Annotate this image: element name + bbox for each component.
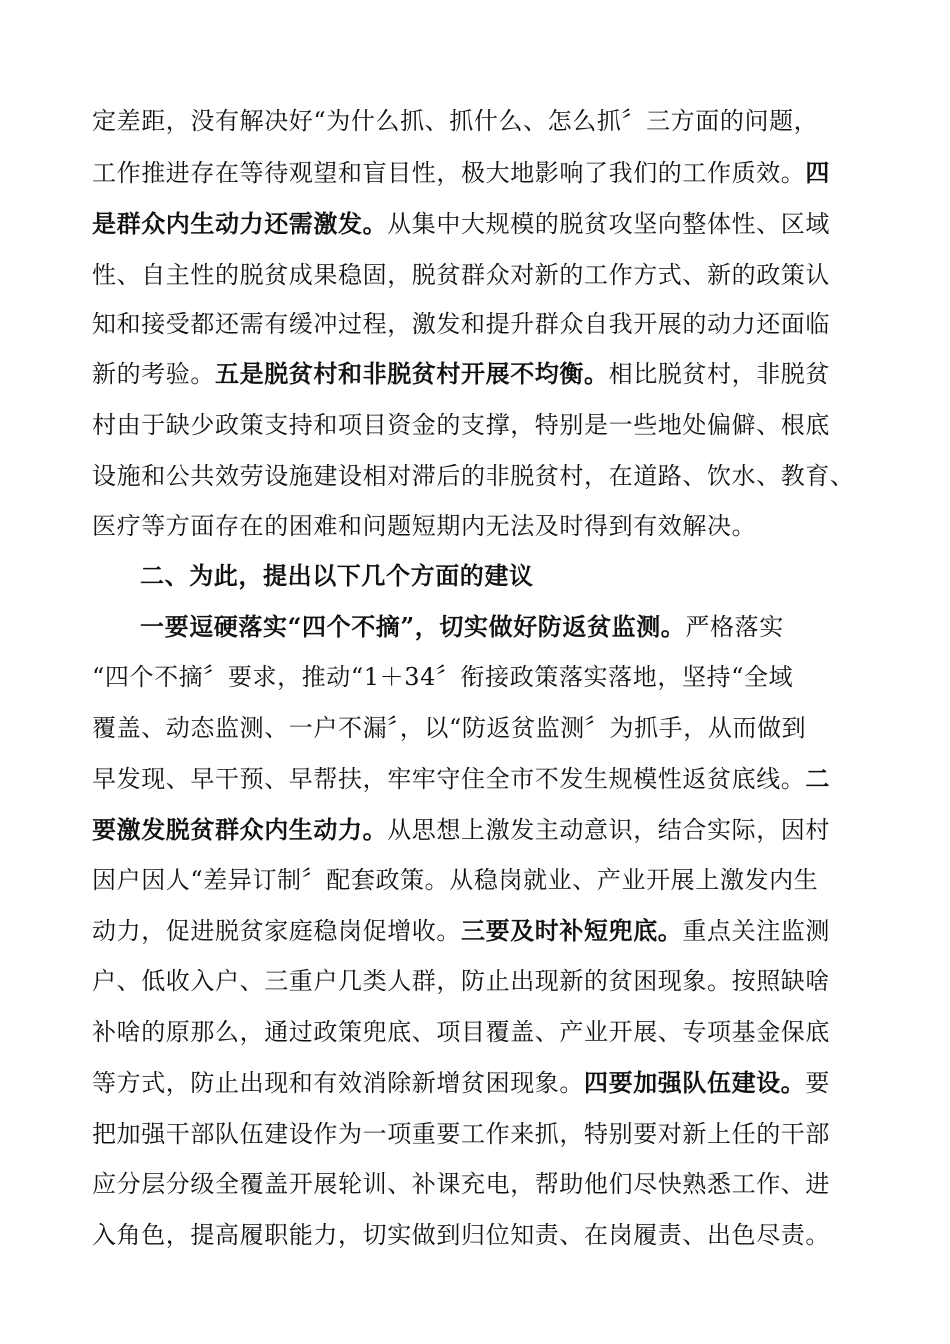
text-run: 把加强干部队伍建设作为一项重要工作来抓，特别要对新上任的干部 xyxy=(92,1120,830,1148)
text-line xyxy=(92,1114,892,1154)
text-line xyxy=(92,304,892,344)
text-line xyxy=(92,961,892,1001)
text-run: 新的考验。 xyxy=(92,360,215,388)
text-line xyxy=(92,1164,892,1204)
heading-text: 二、为此，提出以下几个方面的建议 xyxy=(140,561,534,590)
text-run: 重点关注监测 xyxy=(682,917,831,945)
text-run: 村由于缺少政策支持和项目资金的支撑，特别是一些地处偏僻、根底 xyxy=(92,411,830,439)
text-run: 动力，促进脱贫家庭稳岗促增收。 xyxy=(92,917,461,945)
bold-text-run: 是群众内生动力还需激发。 xyxy=(92,209,388,238)
text-line xyxy=(140,607,940,647)
text-run: 定差距，没有解决好“为什么抓、抓什么、怎么抓〞三方面的问题， xyxy=(92,107,819,135)
text-run: 户、低收入户、三重户几类人群，防止出现新的贫困现象。按照缺啥 xyxy=(92,967,830,995)
text-run: 应分层分级全覆盖开展轮训、补课充电，帮助他们尽快熟悉工作、进 xyxy=(92,1170,830,1198)
text-run: 覆盖、动态监测、一户不漏〞，以“防返贫监测〞为抓手，从而做到 xyxy=(92,714,807,742)
text-run: 等方式，防止出现和有效消除新增贫困现象。 xyxy=(92,1069,584,1097)
text-line xyxy=(92,657,892,697)
text-run: 补啥的原那么，通过政策兜底、项目覆盖、产业开展、专项基金保底 xyxy=(92,1018,830,1046)
text-run: 要 xyxy=(805,1069,831,1097)
text-line xyxy=(92,911,892,951)
text-run: 知和接受都还需有缓冲过程，激发和提升群众自我开展的动力还面临 xyxy=(92,310,830,338)
text-line xyxy=(92,1215,892,1255)
bold-text-run: 二 xyxy=(805,764,831,793)
text-line xyxy=(92,204,892,244)
text-run: 性、自主性的脱贫成果稳固，脱贫群众对新的工作方式、新的政策认 xyxy=(92,261,830,289)
text-run: 相比脱贫村，非脱贫 xyxy=(608,360,831,388)
text-line xyxy=(92,1063,892,1103)
text-line xyxy=(92,255,892,295)
text-run: “四个不摘〞要求，推动“1＋34〞衔接政策落实落地，坚持“全域 xyxy=(92,663,794,691)
bold-text-run: 三要及时补短兜底。 xyxy=(461,916,683,945)
text-line xyxy=(92,456,892,496)
text-line xyxy=(92,506,892,546)
text-line xyxy=(92,810,892,850)
bold-text-run: 一要逗硬落实“四个不摘”，切实做好防返贫监测。 xyxy=(140,612,686,641)
text-run: 入角色，提高履职能力，切实做到归位知责、在岗履责、出色尽责。 xyxy=(92,1221,830,1249)
bold-text-run: 四 xyxy=(805,158,831,187)
bold-text-run: 四要加强队伍建设。 xyxy=(584,1068,806,1097)
text-line xyxy=(92,405,892,445)
text-run: 从思想上激发主动意识，结合实际，因村 xyxy=(387,816,831,844)
text-run: 早发现、早干预、早帮扶，牢牢守住全市不发生规模性返贫底线。 xyxy=(92,765,806,793)
text-line xyxy=(92,1012,892,1052)
text-run: 医疗等方面存在的困难和问题短期内无法及时得到有效解决。 xyxy=(92,512,757,540)
bold-text-run: 要激发脱贫群众内生动力。 xyxy=(92,815,388,844)
heading-line xyxy=(140,556,940,596)
text-line xyxy=(92,860,892,900)
bold-text-run: 五是脱贫村和非脱贫村开展不均衡。 xyxy=(215,359,609,388)
text-line xyxy=(92,759,892,799)
text-run: 工作推进存在等待观望和盲目性，极大地影响了我们的工作质效。 xyxy=(92,159,806,187)
text-line xyxy=(92,354,892,394)
text-line xyxy=(92,153,892,193)
text-run: 设施和公共效劳设施建设相对滞后的非脱贫村，在道路、饮水、教育、 xyxy=(92,462,855,490)
text-line xyxy=(92,708,892,748)
text-run: 严格落实 xyxy=(685,613,784,641)
text-run: 因户因人“差异订制〞配套政策。从稳岗就业、产业开展上激发内生 xyxy=(92,866,819,894)
text-line xyxy=(92,101,892,141)
text-run: 从集中大规模的脱贫攻坚向整体性、区域 xyxy=(387,210,831,238)
